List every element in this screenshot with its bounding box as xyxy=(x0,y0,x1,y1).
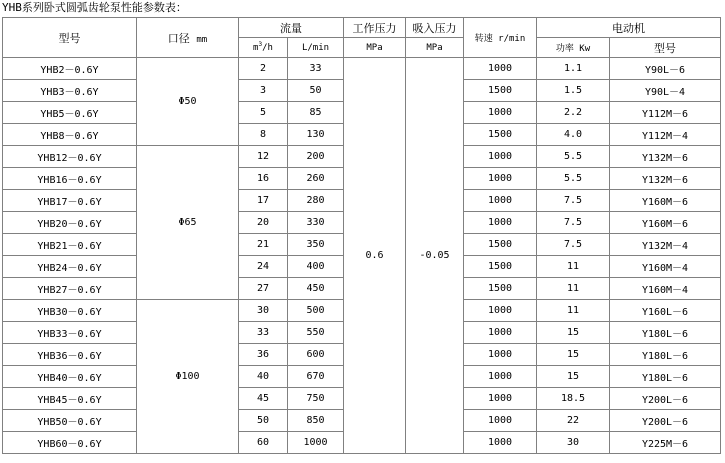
cell-model: YHB36－0.6Y xyxy=(3,344,137,366)
cell-lmin: 350 xyxy=(288,234,344,256)
header-bore-unit: mm xyxy=(196,34,208,45)
cell-m3h: 30 xyxy=(239,300,288,322)
cell-speed: 1000 xyxy=(464,366,537,388)
cell-model: YHB2－0.6Y xyxy=(3,58,137,80)
cell-model: YHB5－0.6Y xyxy=(3,102,137,124)
cell-motor: Y180L－6 xyxy=(610,344,721,366)
cell-bore: Φ100 xyxy=(137,300,239,454)
cell-motor: Y132M－6 xyxy=(610,168,721,190)
cell-suction-pressure: -0.05 xyxy=(406,58,464,454)
cell-speed: 1000 xyxy=(464,322,537,344)
header-flow-m3h-sup: 3 xyxy=(258,40,263,48)
header-motor: 电动机 xyxy=(537,18,721,38)
header-suction-pressure: 吸入压力 xyxy=(406,18,464,38)
cell-m3h: 45 xyxy=(239,388,288,410)
cell-model: YHB30－0.6Y xyxy=(3,300,137,322)
header-model: 型号 xyxy=(3,18,137,58)
cell-motor: Y200L－6 xyxy=(610,410,721,432)
cell-motor: Y180L－6 xyxy=(610,366,721,388)
cell-power: 11 xyxy=(537,256,610,278)
cell-model: YHB17－0.6Y xyxy=(3,190,137,212)
cell-lmin: 330 xyxy=(288,212,344,234)
header-flow-lmin: L/min xyxy=(288,38,344,58)
table-caption: YHB系列卧式圆弧齿轮泵性能参数表： xyxy=(2,1,187,14)
cell-lmin: 400 xyxy=(288,256,344,278)
cell-lmin: 260 xyxy=(288,168,344,190)
cell-m3h: 40 xyxy=(239,366,288,388)
cell-speed: 1000 xyxy=(464,58,537,80)
cell-lmin: 1000 xyxy=(288,432,344,454)
cell-lmin: 670 xyxy=(288,366,344,388)
cell-motor: Y132M－6 xyxy=(610,146,721,168)
cell-model: YHB60－0.6Y xyxy=(3,432,137,454)
cell-motor: Y160M－6 xyxy=(610,212,721,234)
cell-motor: Y160M－4 xyxy=(610,256,721,278)
cell-motor: Y90L－4 xyxy=(610,80,721,102)
cell-m3h: 2 xyxy=(239,58,288,80)
cell-lmin: 750 xyxy=(288,388,344,410)
cell-speed: 1500 xyxy=(464,256,537,278)
header-work-pressure-unit: MPa xyxy=(344,38,406,58)
cell-speed: 1000 xyxy=(464,410,537,432)
cell-m3h: 50 xyxy=(239,410,288,432)
cell-power: 5.5 xyxy=(537,168,610,190)
header-motor-power: 功率 Kw xyxy=(537,38,610,58)
cell-speed: 1000 xyxy=(464,388,537,410)
cell-model: YHB20－0.6Y xyxy=(3,212,137,234)
cell-m3h: 20 xyxy=(239,212,288,234)
cell-model: YHB3－0.6Y xyxy=(3,80,137,102)
cell-m3h: 36 xyxy=(239,344,288,366)
cell-power: 7.5 xyxy=(537,190,610,212)
cell-m3h: 21 xyxy=(239,234,288,256)
cell-model: YHB16－0.6Y xyxy=(3,168,137,190)
cell-power: 4.0 xyxy=(537,124,610,146)
cell-motor: Y112M－4 xyxy=(610,124,721,146)
cell-m3h: 27 xyxy=(239,278,288,300)
cell-m3h: 5 xyxy=(239,102,288,124)
cell-power: 22 xyxy=(537,410,610,432)
cell-speed: 1500 xyxy=(464,124,537,146)
cell-motor: Y160M－6 xyxy=(610,190,721,212)
header-suction-pressure-unit: MPa xyxy=(406,38,464,58)
cell-work-pressure: 0.6 xyxy=(344,58,406,454)
cell-motor: Y180L－6 xyxy=(610,322,721,344)
cell-lmin: 200 xyxy=(288,146,344,168)
header-speed: 转速 r/min xyxy=(464,18,537,58)
cell-model: YHB21－0.6Y xyxy=(3,234,137,256)
cell-power: 2.2 xyxy=(537,102,610,124)
cell-bore: Φ50 xyxy=(137,58,239,146)
cell-speed: 1000 xyxy=(464,344,537,366)
cell-lmin: 130 xyxy=(288,124,344,146)
cell-speed: 1000 xyxy=(464,168,537,190)
cell-power: 15 xyxy=(537,366,610,388)
header-bore xyxy=(137,18,239,58)
cell-model: YHB33－0.6Y xyxy=(3,322,137,344)
cell-model: YHB12－0.6Y xyxy=(3,146,137,168)
header-flow: 流量 xyxy=(239,18,344,38)
cell-power: 30 xyxy=(537,432,610,454)
cell-power: 18.5 xyxy=(537,388,610,410)
cell-motor: Y112M－6 xyxy=(610,102,721,124)
cell-power: 7.5 xyxy=(537,234,610,256)
cell-power: 11 xyxy=(537,300,610,322)
cell-lmin: 280 xyxy=(288,190,344,212)
cell-m3h: 33 xyxy=(239,322,288,344)
cell-power: 15 xyxy=(537,322,610,344)
header-flow-m3h xyxy=(239,38,288,58)
cell-m3h: 8 xyxy=(239,124,288,146)
cell-speed: 1000 xyxy=(464,432,537,454)
cell-lmin: 600 xyxy=(288,344,344,366)
cell-m3h: 17 xyxy=(239,190,288,212)
header-flow-m3h-base: m xyxy=(253,42,259,53)
cell-motor: Y200L－6 xyxy=(610,388,721,410)
cell-m3h: 60 xyxy=(239,432,288,454)
cell-motor: Y132M－4 xyxy=(610,234,721,256)
cell-m3h: 16 xyxy=(239,168,288,190)
cell-model: YHB50－0.6Y xyxy=(3,410,137,432)
cell-lmin: 850 xyxy=(288,410,344,432)
cell-motor: Y90L－6 xyxy=(610,58,721,80)
cell-motor: Y160M－4 xyxy=(610,278,721,300)
cell-m3h: 24 xyxy=(239,256,288,278)
cell-model: YHB40－0.6Y xyxy=(3,366,137,388)
cell-power: 11 xyxy=(537,278,610,300)
cell-m3h: 3 xyxy=(239,80,288,102)
cell-lmin: 500 xyxy=(288,300,344,322)
cell-speed: 1500 xyxy=(464,234,537,256)
cell-lmin: 50 xyxy=(288,80,344,102)
header-flow-m3h-tail: /h xyxy=(262,42,273,53)
cell-model: YHB24－0.6Y xyxy=(3,256,137,278)
cell-speed: 1500 xyxy=(464,80,537,102)
table-row xyxy=(3,58,721,80)
header-motor-model: 型号 xyxy=(610,38,721,58)
cell-motor: Y160L－6 xyxy=(610,300,721,322)
cell-speed: 1500 xyxy=(464,278,537,300)
cell-lmin: 33 xyxy=(288,58,344,80)
header-bore-label: 口径 xyxy=(167,31,190,45)
cell-power: 1.1 xyxy=(537,58,610,80)
cell-speed: 1000 xyxy=(464,146,537,168)
cell-bore: Φ65 xyxy=(137,146,239,300)
cell-lmin: 85 xyxy=(288,102,344,124)
cell-model: YHB8－0.6Y xyxy=(3,124,137,146)
cell-lmin: 450 xyxy=(288,278,344,300)
cell-lmin: 550 xyxy=(288,322,344,344)
cell-power: 1.5 xyxy=(537,80,610,102)
cell-power: 5.5 xyxy=(537,146,610,168)
cell-power: 7.5 xyxy=(537,212,610,234)
header-work-pressure: 工作压力 xyxy=(344,18,406,38)
cell-model: YHB27－0.6Y xyxy=(3,278,137,300)
cell-speed: 1000 xyxy=(464,102,537,124)
cell-speed: 1000 xyxy=(464,212,537,234)
cell-speed: 1000 xyxy=(464,190,537,212)
cell-motor: Y225M－6 xyxy=(610,432,721,454)
cell-power: 15 xyxy=(537,344,610,366)
cell-m3h: 12 xyxy=(239,146,288,168)
cell-model: YHB45－0.6Y xyxy=(3,388,137,410)
cell-speed: 1000 xyxy=(464,300,537,322)
pump-parameter-table xyxy=(2,17,721,454)
